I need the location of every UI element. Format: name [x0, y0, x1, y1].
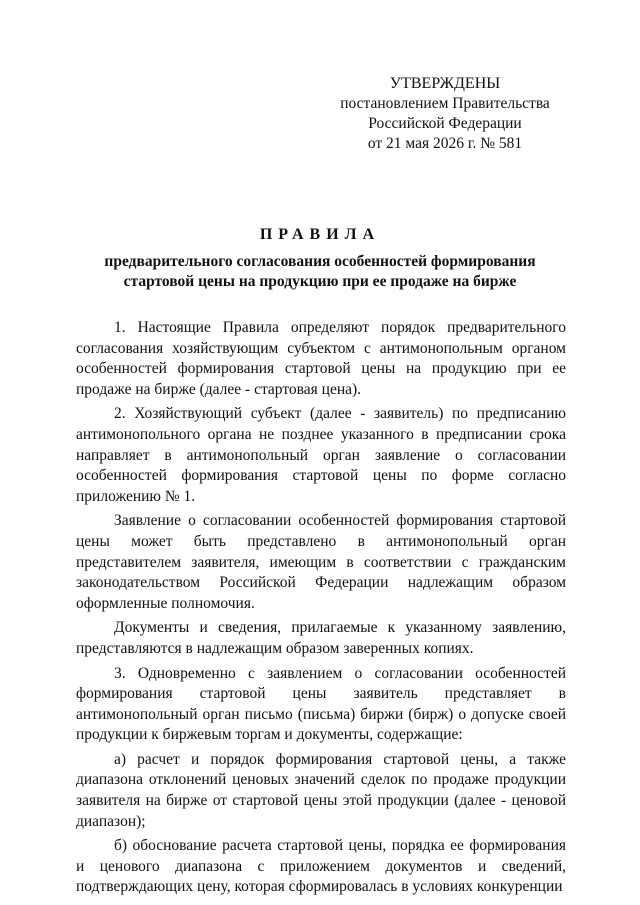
paragraph-4: Документы и сведения, прилагаемые к указанному заявлению, представляются в надлежащим образом заверенных копиях. — [76, 619, 566, 657]
paragraph-7: б) обоснование расчета стартовой цены, порядка ее формирования и ценового диапазона с приложением документов и сведений, подтверждающих цену, которая сформировалась в условиях конкуренции — [76, 837, 566, 896]
paragraph-2: 2. Хозяйствующий субъект (далее - заявитель) по предписанию антимонопольного органа не позднее указанного в предписании срока направляет в антимонопольный орган заявление о согласовании особенностей формирования стартовой цены по форме согласно приложению № 1. — [76, 405, 566, 505]
document-subtitle: предварительного согласования особенностей формирования стартовой цены на продукцию при ее продаже на бирже — [104, 253, 536, 290]
approval-line-1: постановлением Правительства — [340, 95, 550, 112]
paragraph-3: Заявление о согласовании особенностей формирования стартовой цены может быть представлено в антимонопольный орган представителем заявителя, имеющим в соответствии с гражданским законодательством Российской Федерации надлежащим образом оформленные полномочия. — [76, 512, 566, 612]
approval-line-2: Российской Федерации — [368, 115, 522, 132]
paragraph-6: а) расчет и порядок формирования стартовой цены, а также диапазона отклонений ценовых значений сделок по продаже продукции заявителя на бирже от стартовой цены этой продукции (далее - ценовой диапазон); — [76, 750, 566, 830]
paragraph-1: 1. Настоящие Правила определяют порядок предварительного согласования хозяйствующим субъектом с антимонопольным органом особенностей формирования стартовой цены на продукцию при ее продаже на бирже (далее - стартовая цена). — [76, 319, 566, 398]
paragraph-5: 3. Одновременно с заявлением о согласовании особенностей формирования стартовой цены заявитель представляет в антимонопольный орган письмо (письма) биржи (бирж) о допуске своей продукции к биржевым торгам и документы, содержащие: — [76, 664, 566, 744]
approval-stamp — [330, 74, 560, 154]
approval-line-3: от 21 мая 2026 г. № 581 — [367, 135, 523, 152]
document-title: ПРАВИЛА — [259, 226, 381, 243]
approval-heading: УТВЕРЖДЕНЫ — [389, 75, 501, 92]
document-body — [76, 318, 566, 902]
